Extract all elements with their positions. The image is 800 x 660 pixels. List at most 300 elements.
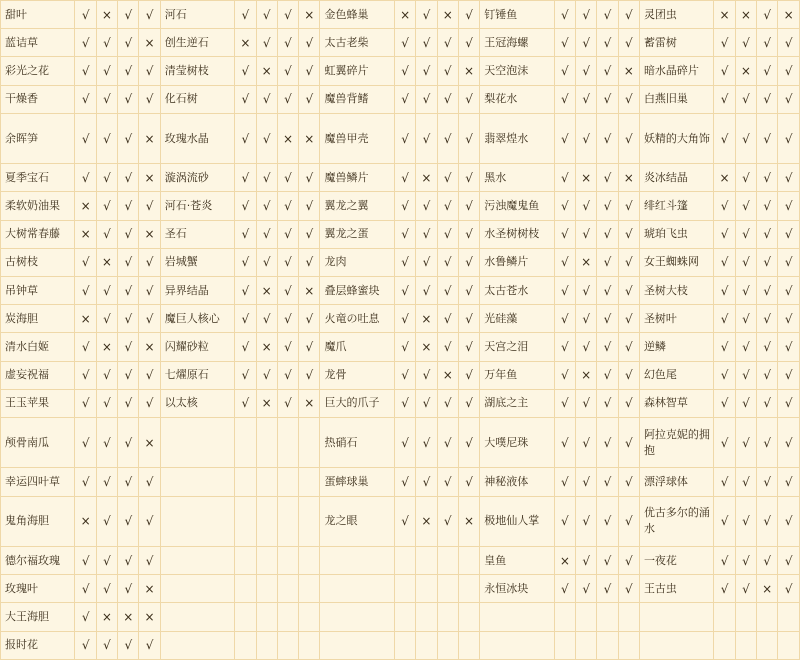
availability-mark: √ <box>235 361 256 389</box>
availability-mark <box>394 603 415 631</box>
availability-mark: √ <box>597 468 618 496</box>
availability-mark <box>618 631 639 659</box>
availability-mark: √ <box>554 333 575 361</box>
availability-mark: √ <box>597 418 618 468</box>
material-name: 白燕旧巢 <box>639 85 713 113</box>
availability-mark: √ <box>757 468 778 496</box>
availability-mark: √ <box>96 361 117 389</box>
availability-mark: √ <box>757 277 778 305</box>
availability-mark: √ <box>118 575 139 603</box>
availability-mark: √ <box>618 220 639 248</box>
material-name: 火竜の吐息 <box>320 305 394 333</box>
availability-mark: × <box>256 389 277 417</box>
availability-mark: √ <box>277 29 298 57</box>
availability-mark: √ <box>235 333 256 361</box>
availability-mark: √ <box>299 85 320 113</box>
availability-mark: √ <box>96 546 117 574</box>
availability-mark: √ <box>778 418 800 468</box>
availability-mark: √ <box>235 389 256 417</box>
material-name: 蓄雷树 <box>639 29 713 57</box>
table-row <box>1 164 800 192</box>
availability-mark: √ <box>618 418 639 468</box>
availability-mark: √ <box>437 418 458 468</box>
availability-mark: √ <box>75 575 96 603</box>
availability-mark: √ <box>118 1 139 29</box>
material-name: 逆鳞 <box>639 333 713 361</box>
availability-mark: √ <box>437 192 458 220</box>
availability-mark: √ <box>277 333 298 361</box>
availability-mark: √ <box>75 277 96 305</box>
material-name: 暗水晶碎片 <box>639 57 713 85</box>
material-name <box>160 418 234 468</box>
availability-mark: √ <box>235 1 256 29</box>
availability-mark <box>576 603 597 631</box>
material-name: 颅骨南瓜 <box>1 418 75 468</box>
availability-mark: √ <box>714 546 735 574</box>
table-row <box>1 1 800 29</box>
availability-mark: × <box>118 603 139 631</box>
availability-mark: √ <box>735 164 756 192</box>
availability-mark: √ <box>554 277 575 305</box>
availability-mark: √ <box>714 361 735 389</box>
availability-mark: √ <box>597 496 618 546</box>
availability-mark: √ <box>394 192 415 220</box>
availability-mark: √ <box>235 192 256 220</box>
availability-mark: √ <box>554 575 575 603</box>
material-name: 大树常春藤 <box>1 220 75 248</box>
availability-mark: √ <box>75 631 96 659</box>
material-name: 天空泡沫 <box>480 57 554 85</box>
availability-mark <box>437 546 458 574</box>
availability-mark: × <box>458 57 479 85</box>
table-row <box>1 361 800 389</box>
availability-mark: √ <box>576 85 597 113</box>
availability-mark: √ <box>554 192 575 220</box>
availability-mark: √ <box>416 29 437 57</box>
material-name: 圣树大枝 <box>639 277 713 305</box>
availability-mark: √ <box>554 164 575 192</box>
availability-mark: √ <box>416 248 437 276</box>
material-name: 河石 <box>160 1 234 29</box>
availability-mark: √ <box>75 468 96 496</box>
material-name: 清水白姬 <box>1 333 75 361</box>
table-row <box>1 220 800 248</box>
availability-mark: √ <box>235 164 256 192</box>
table-row <box>1 496 800 546</box>
material-name: 优古多尔的涌水 <box>639 496 713 546</box>
availability-mark <box>277 631 298 659</box>
availability-mark: √ <box>394 248 415 276</box>
availability-mark: √ <box>714 333 735 361</box>
availability-mark: × <box>75 496 96 546</box>
availability-mark <box>458 546 479 574</box>
availability-mark: √ <box>778 248 800 276</box>
table-row <box>1 546 800 574</box>
material-name: 彩光之花 <box>1 57 75 85</box>
availability-mark: √ <box>277 164 298 192</box>
availability-mark: √ <box>597 389 618 417</box>
availability-mark: √ <box>554 85 575 113</box>
availability-mark: √ <box>554 305 575 333</box>
availability-mark: √ <box>139 85 160 113</box>
material-name: 天宫之泪 <box>480 333 554 361</box>
availability-mark: √ <box>576 192 597 220</box>
material-name: 梨花水 <box>480 85 554 113</box>
availability-mark: √ <box>576 1 597 29</box>
availability-mark: √ <box>139 631 160 659</box>
availability-mark: √ <box>437 85 458 113</box>
availability-mark: √ <box>437 113 458 163</box>
availability-mark: √ <box>299 164 320 192</box>
material-name: 鬼角海胆 <box>1 496 75 546</box>
material-name: 柔软奶油果 <box>1 192 75 220</box>
material-name: 万年鱼 <box>480 361 554 389</box>
availability-mark: √ <box>714 575 735 603</box>
availability-mark <box>554 631 575 659</box>
availability-mark: √ <box>778 85 800 113</box>
material-name: 漩涡流砂 <box>160 164 234 192</box>
availability-mark <box>235 575 256 603</box>
material-name <box>480 631 554 659</box>
material-name: 翼龙之翼 <box>320 192 394 220</box>
material-name: 玫瑰水晶 <box>160 113 234 163</box>
availability-mark <box>416 546 437 574</box>
material-name: 热硝石 <box>320 418 394 468</box>
availability-mark: × <box>416 333 437 361</box>
availability-mark: √ <box>299 192 320 220</box>
availability-mark: √ <box>437 164 458 192</box>
availability-mark: √ <box>757 361 778 389</box>
material-name: 清莹树枝 <box>160 57 234 85</box>
availability-mark: √ <box>139 468 160 496</box>
availability-mark: √ <box>75 418 96 468</box>
availability-mark: √ <box>458 277 479 305</box>
availability-mark: √ <box>437 496 458 546</box>
availability-mark: √ <box>458 248 479 276</box>
availability-mark: √ <box>778 389 800 417</box>
availability-mark: √ <box>778 192 800 220</box>
table-row <box>1 277 800 305</box>
availability-mark: √ <box>235 113 256 163</box>
availability-mark: √ <box>118 333 139 361</box>
availability-mark: √ <box>437 305 458 333</box>
availability-mark <box>416 603 437 631</box>
material-name: 水圣树树枝 <box>480 220 554 248</box>
material-name: 光硅藻 <box>480 305 554 333</box>
material-name: 圣石 <box>160 220 234 248</box>
material-name: 甜叶 <box>1 1 75 29</box>
availability-mark: √ <box>235 220 256 248</box>
material-name: 神秘液体 <box>480 468 554 496</box>
availability-mark: √ <box>597 220 618 248</box>
availability-mark: √ <box>118 496 139 546</box>
availability-mark: √ <box>618 113 639 163</box>
material-name <box>320 631 394 659</box>
availability-mark: √ <box>139 305 160 333</box>
availability-mark: √ <box>757 333 778 361</box>
availability-mark <box>394 575 415 603</box>
material-name: 报时花 <box>1 631 75 659</box>
availability-mark: √ <box>618 468 639 496</box>
availability-mark: √ <box>256 164 277 192</box>
availability-mark: √ <box>576 113 597 163</box>
availability-mark <box>416 575 437 603</box>
availability-mark: √ <box>714 220 735 248</box>
availability-mark: √ <box>277 277 298 305</box>
availability-mark: √ <box>256 361 277 389</box>
material-name: 幸运四叶草 <box>1 468 75 496</box>
material-name: 皇鱼 <box>480 546 554 574</box>
availability-mark: √ <box>597 248 618 276</box>
material-name: 德尔福玫瑰 <box>1 546 75 574</box>
availability-mark <box>618 603 639 631</box>
availability-mark: × <box>139 418 160 468</box>
material-name: 王玉苹果 <box>1 389 75 417</box>
availability-mark: √ <box>554 113 575 163</box>
availability-mark <box>277 418 298 468</box>
availability-mark: √ <box>118 164 139 192</box>
table-body <box>1 1 800 660</box>
availability-mark: √ <box>778 468 800 496</box>
availability-mark: √ <box>118 220 139 248</box>
material-name <box>160 575 234 603</box>
availability-mark: √ <box>597 1 618 29</box>
material-name: 大王海胆 <box>1 603 75 631</box>
availability-mark: × <box>139 575 160 603</box>
availability-mark: √ <box>735 113 756 163</box>
availability-mark: √ <box>576 496 597 546</box>
availability-mark: √ <box>394 361 415 389</box>
availability-mark: √ <box>299 29 320 57</box>
availability-mark <box>437 575 458 603</box>
table-row <box>1 113 800 163</box>
material-name: 龙肉 <box>320 248 394 276</box>
availability-mark <box>256 546 277 574</box>
availability-mark: √ <box>735 29 756 57</box>
table-row <box>1 192 800 220</box>
availability-mark: × <box>299 389 320 417</box>
availability-mark: √ <box>618 333 639 361</box>
availability-mark: √ <box>118 248 139 276</box>
availability-mark: √ <box>458 164 479 192</box>
availability-mark: × <box>735 1 756 29</box>
availability-mark: √ <box>118 277 139 305</box>
availability-mark: × <box>757 575 778 603</box>
availability-mark: × <box>75 305 96 333</box>
availability-mark: √ <box>139 192 160 220</box>
availability-mark: √ <box>416 277 437 305</box>
availability-mark: × <box>416 305 437 333</box>
availability-mark: √ <box>256 192 277 220</box>
availability-mark: × <box>576 164 597 192</box>
availability-mark: √ <box>277 305 298 333</box>
material-name: 以太核 <box>160 389 234 417</box>
availability-mark: √ <box>235 57 256 85</box>
availability-mark: √ <box>735 389 756 417</box>
availability-mark: √ <box>458 361 479 389</box>
material-name <box>160 603 234 631</box>
material-name: 幻色尾 <box>639 361 713 389</box>
availability-mark: √ <box>597 277 618 305</box>
availability-mark: √ <box>437 468 458 496</box>
availability-mark: √ <box>394 305 415 333</box>
table-row <box>1 631 800 659</box>
availability-mark: √ <box>554 418 575 468</box>
availability-mark: √ <box>714 248 735 276</box>
material-name <box>480 603 554 631</box>
availability-mark: √ <box>394 164 415 192</box>
availability-mark: √ <box>618 546 639 574</box>
material-name: 王古虫 <box>639 575 713 603</box>
availability-mark: √ <box>554 29 575 57</box>
availability-mark: √ <box>714 57 735 85</box>
material-name: 炎冰结晶 <box>639 164 713 192</box>
material-name: 巨大的爪子 <box>320 389 394 417</box>
availability-mark: × <box>618 57 639 85</box>
availability-mark <box>299 496 320 546</box>
availability-mark: √ <box>394 113 415 163</box>
material-name: 太古老柴 <box>320 29 394 57</box>
availability-mark: √ <box>256 1 277 29</box>
material-name: 龙之眼 <box>320 496 394 546</box>
availability-mark: √ <box>597 57 618 85</box>
material-name: 魔兽背鳍 <box>320 85 394 113</box>
availability-mark: √ <box>75 361 96 389</box>
material-name <box>320 546 394 574</box>
availability-mark: √ <box>554 57 575 85</box>
availability-mark: × <box>96 603 117 631</box>
availability-mark <box>437 603 458 631</box>
availability-mark: √ <box>714 29 735 57</box>
availability-mark: × <box>714 1 735 29</box>
availability-mark: √ <box>96 575 117 603</box>
material-name: 绯红斗篷 <box>639 192 713 220</box>
availability-mark: √ <box>96 192 117 220</box>
availability-mark: × <box>299 113 320 163</box>
availability-mark: √ <box>735 575 756 603</box>
availability-mark <box>256 468 277 496</box>
availability-mark: × <box>235 29 256 57</box>
availability-mark: √ <box>576 468 597 496</box>
availability-mark: √ <box>576 277 597 305</box>
availability-mark: √ <box>576 57 597 85</box>
material-name <box>320 575 394 603</box>
availability-mark: √ <box>394 85 415 113</box>
availability-mark: √ <box>256 113 277 163</box>
availability-mark: × <box>416 164 437 192</box>
availability-mark: √ <box>277 85 298 113</box>
availability-mark <box>299 546 320 574</box>
availability-mark: √ <box>96 305 117 333</box>
availability-mark: √ <box>735 305 756 333</box>
material-name: 龙骨 <box>320 361 394 389</box>
availability-mark: √ <box>576 333 597 361</box>
availability-mark: √ <box>735 361 756 389</box>
material-name: 翼龙之蛋 <box>320 220 394 248</box>
material-name: 魔兽鳞片 <box>320 164 394 192</box>
material-name: 蛋蟀球巢 <box>320 468 394 496</box>
availability-mark: √ <box>277 361 298 389</box>
availability-mark: × <box>576 248 597 276</box>
availability-mark: × <box>576 361 597 389</box>
availability-mark: √ <box>576 389 597 417</box>
availability-mark: √ <box>735 468 756 496</box>
material-name: 金色蜂巢 <box>320 1 394 29</box>
availability-mark: √ <box>139 277 160 305</box>
availability-mark: × <box>96 1 117 29</box>
availability-mark: √ <box>778 546 800 574</box>
availability-mark: √ <box>757 29 778 57</box>
availability-mark: √ <box>458 389 479 417</box>
availability-mark: √ <box>757 389 778 417</box>
availability-mark: × <box>735 57 756 85</box>
availability-mark: × <box>256 277 277 305</box>
availability-mark: × <box>96 333 117 361</box>
table-row <box>1 468 800 496</box>
availability-mark: √ <box>96 113 117 163</box>
availability-mark: √ <box>554 389 575 417</box>
availability-mark: × <box>416 496 437 546</box>
availability-mark: √ <box>757 85 778 113</box>
availability-mark: √ <box>394 333 415 361</box>
availability-mark: × <box>299 277 320 305</box>
material-name: 余晖笋 <box>1 113 75 163</box>
availability-mark: √ <box>139 248 160 276</box>
material-name: 虹翼碎片 <box>320 57 394 85</box>
availability-mark: √ <box>714 468 735 496</box>
material-name: 污浊魔鬼鱼 <box>480 192 554 220</box>
availability-mark: √ <box>735 220 756 248</box>
availability-mark: √ <box>416 418 437 468</box>
availability-mark: √ <box>618 496 639 546</box>
availability-mark: √ <box>394 389 415 417</box>
availability-mark <box>235 546 256 574</box>
availability-mark: √ <box>778 277 800 305</box>
availability-mark: √ <box>597 305 618 333</box>
availability-mark: √ <box>778 57 800 85</box>
availability-mark: √ <box>714 305 735 333</box>
table-row <box>1 57 800 85</box>
availability-mark: √ <box>75 333 96 361</box>
availability-mark: × <box>618 164 639 192</box>
availability-mark: × <box>75 220 96 248</box>
availability-mark <box>235 418 256 468</box>
availability-mark: √ <box>416 220 437 248</box>
availability-mark: √ <box>458 1 479 29</box>
availability-mark: √ <box>394 220 415 248</box>
availability-mark: √ <box>597 546 618 574</box>
availability-mark: √ <box>437 220 458 248</box>
availability-mark: √ <box>757 164 778 192</box>
availability-mark: √ <box>277 1 298 29</box>
table-row <box>1 575 800 603</box>
availability-mark <box>235 468 256 496</box>
availability-mark <box>256 496 277 546</box>
availability-mark: √ <box>416 1 437 29</box>
table-row <box>1 29 800 57</box>
availability-mark: √ <box>118 418 139 468</box>
availability-mark: √ <box>299 220 320 248</box>
availability-mark: √ <box>576 220 597 248</box>
availability-mark: √ <box>735 277 756 305</box>
availability-mark: × <box>458 496 479 546</box>
availability-mark: √ <box>735 192 756 220</box>
availability-mark: √ <box>75 1 96 29</box>
availability-mark: √ <box>458 418 479 468</box>
availability-mark: √ <box>118 113 139 163</box>
availability-mark: √ <box>576 575 597 603</box>
material-name: 钉锤鱼 <box>480 1 554 29</box>
